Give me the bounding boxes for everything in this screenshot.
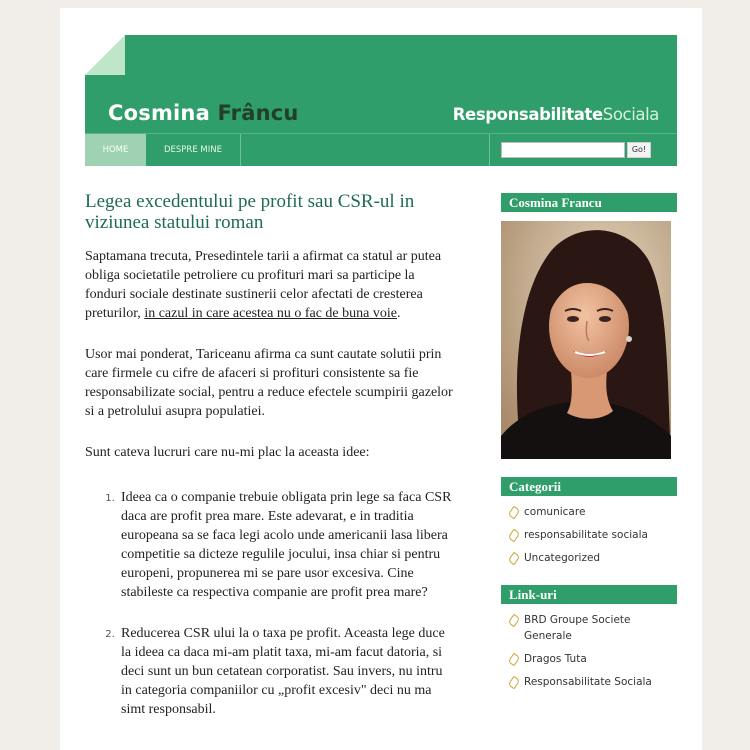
category-label: Uncategorized: [524, 552, 601, 564]
tag-icon: [508, 506, 521, 520]
profile-widget-title: Cosmina Francu: [501, 193, 677, 212]
categories-list: [501, 504, 677, 566]
blogroll-link-label: BRD Groupe Societe Generale: [524, 614, 631, 642]
tag-icon: [508, 529, 521, 543]
blogroll-link-label: Responsabilitate Sociala: [524, 676, 652, 688]
post-paragraph-1-end: .: [396, 306, 401, 321]
post-list-item-1: 1. Ideea ca o companie trebuie obligata prin lege sa faca CSR daca are profit prea mare. Este adevarat, e in traditia europeana sa se faca legi acolo unde americanii lasa libera competitie sa dicteze regulile jocului, insa chiar si pentru europeni, propunerea mi se pare usor excesiva. Cine stabileste ca respectiva companie are profit prea mare?: [118, 488, 455, 602]
post-paragraph-2: Usor mai ponderat, Tariceanu afirma ca sunt cautate solutii prin care firmele cu cifre de afaceri si profituri consistente sa fie responsabilizate social, pentru a reduce efectele scumpirii gazelor si a petrolului asupra populatiei.: [85, 347, 453, 419]
nav-item-home[interactable]: HOME: [85, 134, 146, 166]
blogroll-link[interactable]: [501, 651, 677, 667]
categories-widget-title: Categorii: [501, 477, 677, 496]
site-title[interactable]: [108, 101, 299, 125]
post-content: [85, 191, 455, 741]
tagline-light: Sociala: [602, 105, 659, 124]
page: [60, 8, 702, 750]
category-item[interactable]: [501, 504, 677, 520]
search-button[interactable]: Go!: [627, 142, 651, 158]
corner-fold-cut: [85, 35, 125, 75]
nav-divider: [489, 134, 490, 166]
links-list: [501, 612, 677, 690]
post-paragraph-3: Sunt cateva lucruri care nu-mi plac la aceasta idee:: [85, 445, 370, 460]
profile-photo: [501, 221, 671, 459]
tagline-bold: Responsabilitate: [452, 105, 603, 124]
search-input[interactable]: [501, 142, 625, 158]
tag-icon: [508, 676, 521, 690]
blogroll-link[interactable]: [501, 612, 677, 644]
links-widget-title: Link-uri: [501, 585, 677, 604]
profile-photo-illustration: [501, 221, 671, 459]
blogroll-link[interactable]: [501, 674, 677, 690]
site-tagline: [453, 105, 659, 124]
site-title-first: Cosmina: [108, 101, 210, 125]
tag-icon: [508, 653, 521, 667]
site-title-last: Frâncu: [217, 101, 299, 125]
post-paragraph-1-text: Saptamana trecuta, Presedintele tarii a afirmat ca statul ar putea obliga societatile petroliere cu profituri mari sa participe la fonduri sociale destinate sustinerii celor afectati de cresterea preturilor,: [85, 249, 442, 321]
main-nav: [85, 133, 677, 166]
sidebar: [501, 193, 677, 697]
post-paragraph-1: [85, 247, 455, 323]
nav-item-despre-mine[interactable]: DESPRE MINE: [146, 134, 241, 166]
post-title[interactable]: Legea excedentului pe profit sau CSR-ul in viziunea statului roman: [85, 191, 415, 233]
blogroll-link-label: Dragos Tuta: [524, 653, 587, 665]
post-list: [85, 488, 455, 719]
category-label: responsabilitate sociala: [524, 529, 648, 541]
post-inline-link[interactable]: in cazul in care acestea nu o fac de buna voie: [144, 306, 397, 321]
site-header: [85, 35, 677, 166]
category-label: comunicare: [524, 506, 586, 518]
category-item[interactable]: [501, 550, 677, 566]
tag-icon: [508, 552, 521, 566]
post-list-item-2: 2. Reducerea CSR ului la o taxa pe profit. Aceasta lege duce la ideea ca daca mi-am platit taxa, mi-am facut datoria, si deci sunt un bun cetatean corporatist. Sau invers, nu intru in categoria companiilor cu „profit excesiv" deci nu ma simt responsabil.: [118, 624, 455, 719]
tag-icon: [508, 614, 521, 628]
category-item[interactable]: [501, 527, 677, 543]
